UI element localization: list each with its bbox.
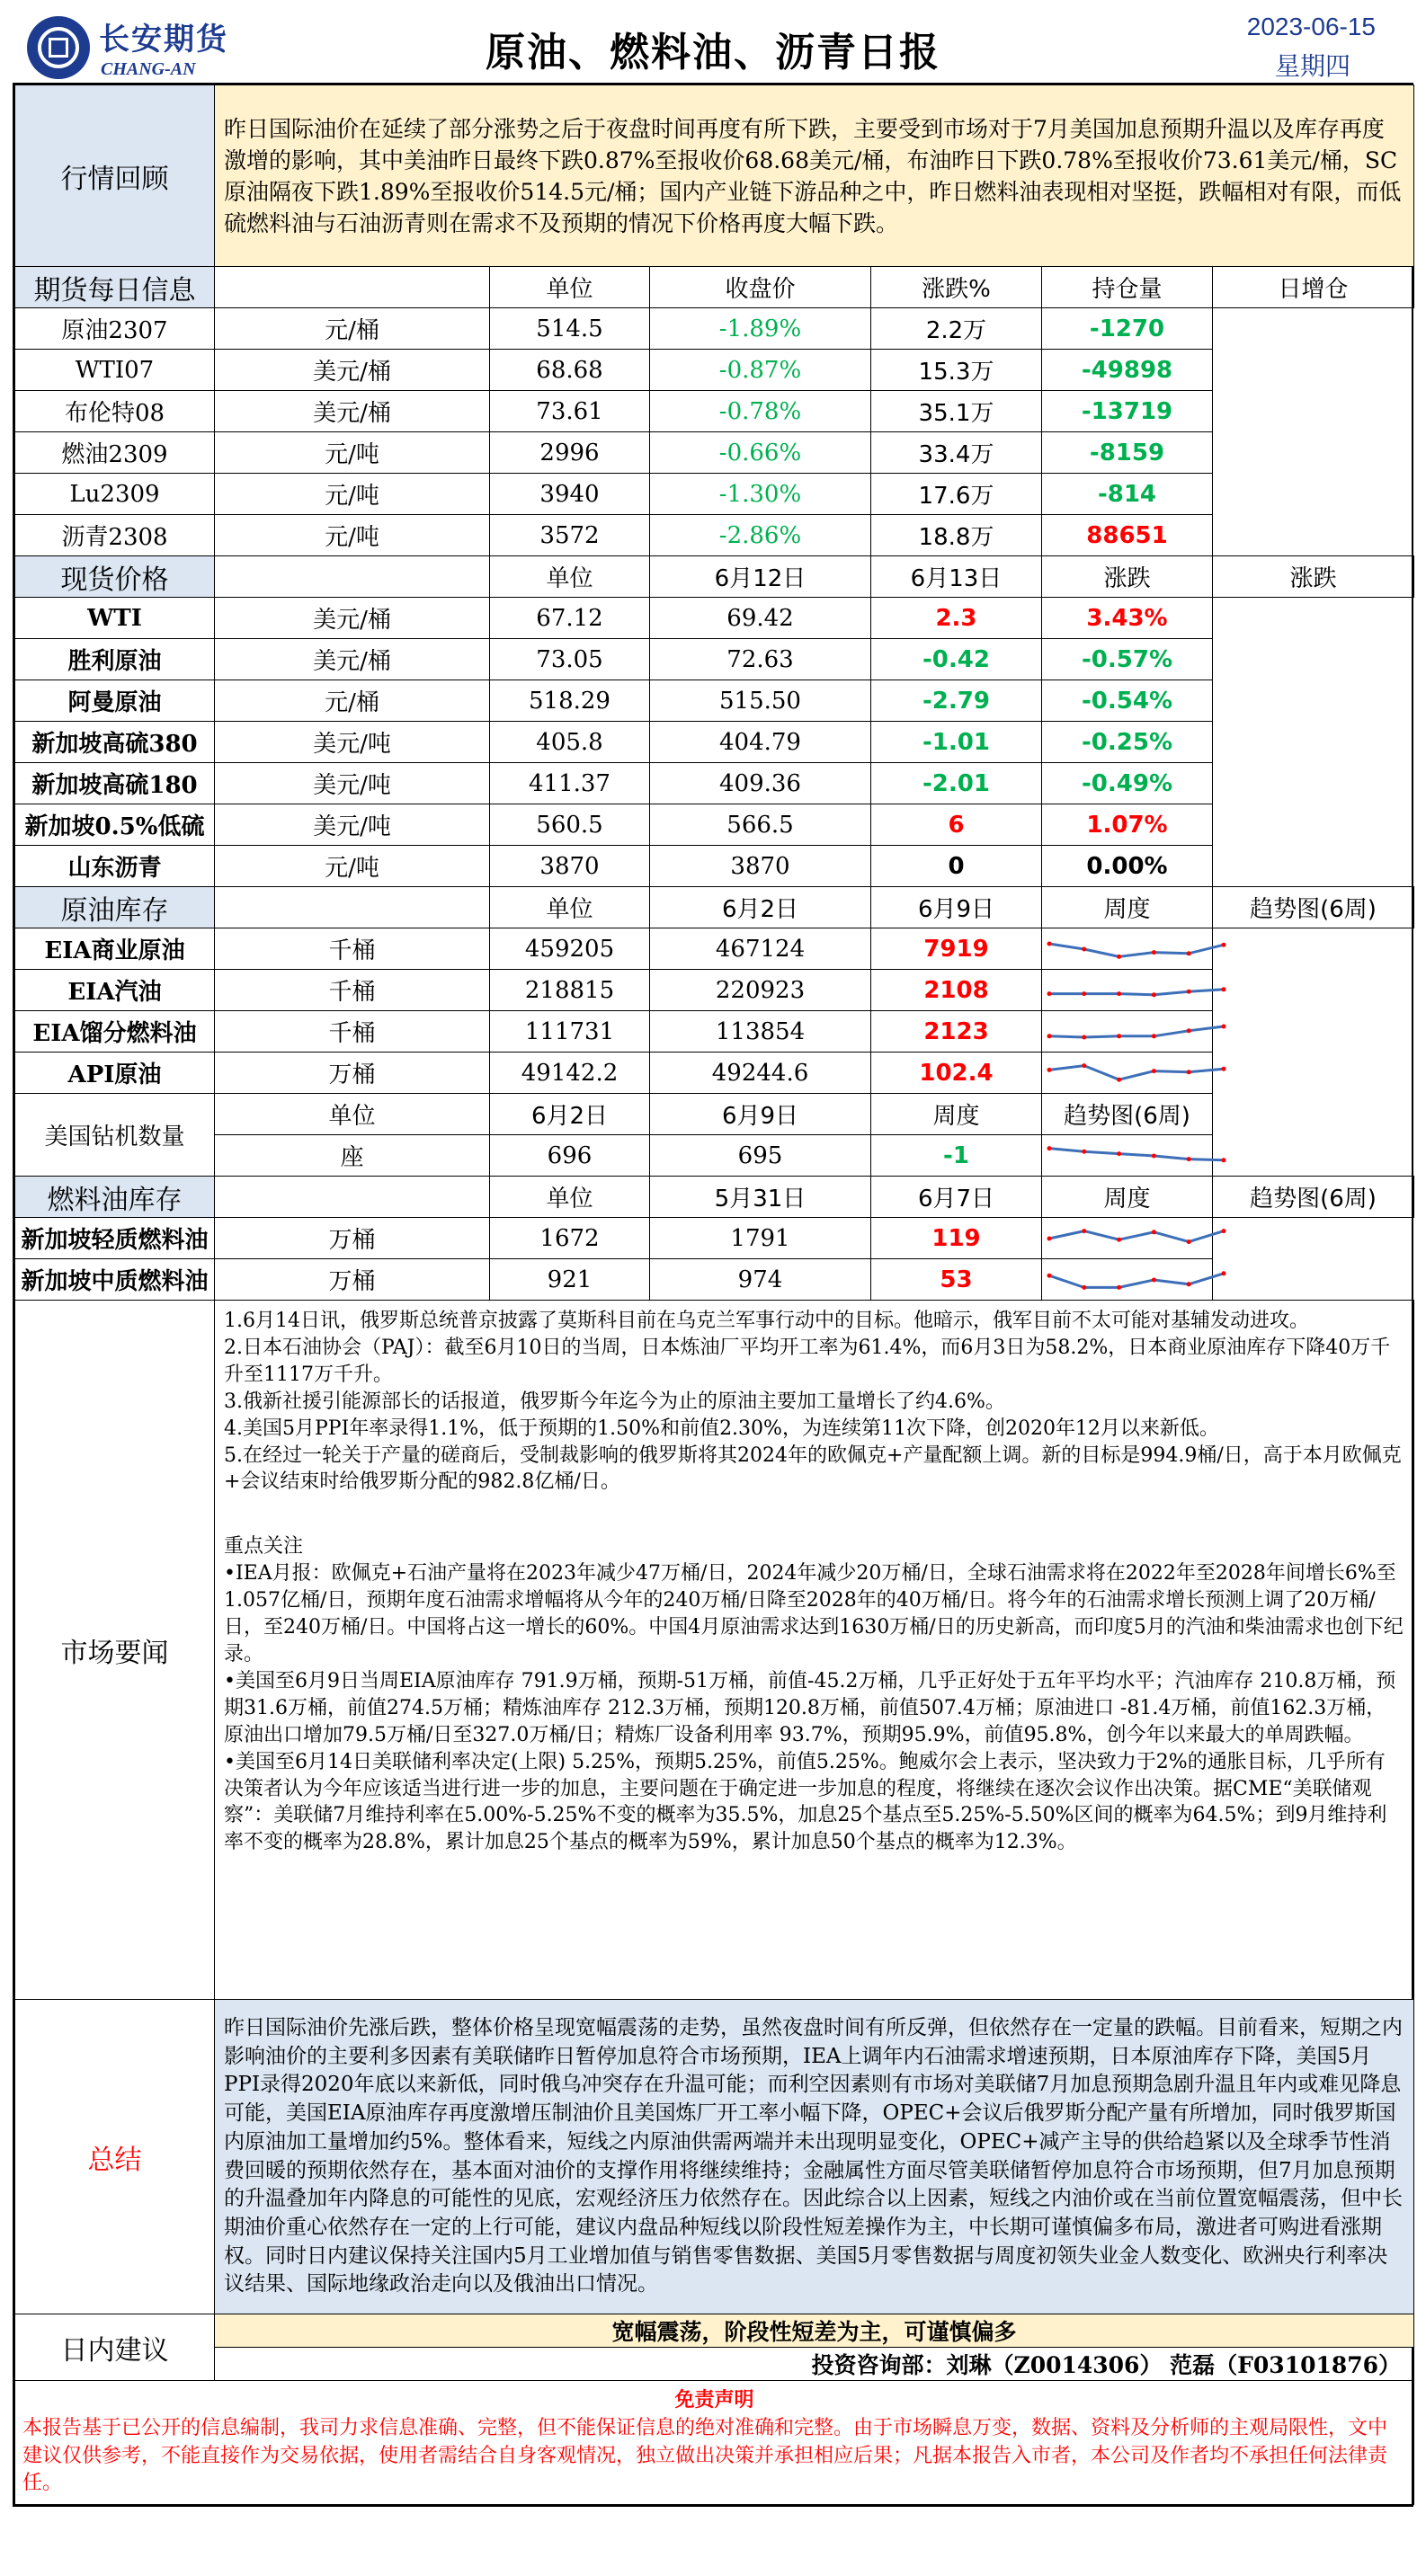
futures-doi: 88651 — [1042, 515, 1213, 556]
futures-doi: -814 — [1042, 474, 1213, 515]
review-text: 昨日国际油价在延续了部分涨势之后于夜盘时间再度有所下跌，主要受到市场对于7月美国加息预期升温以及库存再度激增的影响，其中美油昨日最终下跌0.87%至报收价68.68美元/桶，布油昨日下跌0.78%至报收价73.61美元/桶，SC原油隔夜下跌1.89%至报收价514.5元/桶；国内产业链下游品种之中，昨日燃料油表现相对坚挺，跌幅相对有限，而低硫燃料油与石油沥青则在需求不及预期的情况下价格再度大幅下跌。 — [215, 85, 1414, 267]
crude-trend-sparkline — [1042, 973, 1231, 1008]
futures-row — [15, 350, 1414, 391]
futures-row — [15, 515, 1414, 556]
crude-trend-point — [1082, 946, 1086, 951]
spot-unit: 元/吨 — [215, 846, 490, 887]
crude-name: EIA馏分燃料油 — [15, 1011, 215, 1053]
spot-d2: 409.36 — [650, 763, 871, 804]
rig-trend-point — [1117, 1151, 1121, 1156]
crude-inventory-row — [15, 970, 1414, 1011]
crude-name: EIA汽油 — [15, 970, 215, 1011]
fuel-header-unit: 单位 — [490, 1177, 650, 1218]
summary-text: 昨日国际油价先涨后跌，整体价格呈现宽幅震荡的走势，虽然夜盘时间有所反弹，但依然存在一定量的跌幅。目前看来，短期之内影响油价的主要利多因素有美联储昨日暂停加息符合市场预期，IEA上调年内石油需求增速预期，日本原油库存下降，美国5月PPI录得2020年底以来新低，同时俄乌冲突存在升温可能；而利空因素则有市场对美联储7月加息预期急剧升温且年内或难见降息可能，美国EIA原油库存再度激增压制油价且美国炼厂开工率小幅下降，OPEC+会议后俄罗斯分配产量有所增加，同时俄罗斯国内原油加工量增加约5%。整体看来，短线之内原油供需两端并未出现明显变化，OPEC+减产主导的供给趋紧以及全球季节性消费回暖的预期依然存在，基本面对油价的支撑作用将继续维持；金融属性方面尽管美联储暂停加息符合市场预期，但7月加息预期的升温叠加年内降息的可能性的见底，宏观经济压力依然存在。因此综合以上因素，短线之内油价或在当前位置宽幅震荡，但中长期油价重心依然存在一定的上行可能，建议内盘品种短线以阶段性短差操作为主，中长期可谨慎偏多布局，激进者可购进看涨期权。同时日内建议保持关注国内5月工业增加值与销售零售数据、美国5月零售数据与周度初领失业金人数变化、欧洲央行利率决议结果、国际地缘政治走向以及俄油出口情况。 — [215, 2000, 1414, 2314]
focus-title: 重点关注 — [224, 1535, 304, 1559]
spot-d1: 518.29 — [490, 680, 650, 722]
rig-trend-sparkline — [1042, 1138, 1231, 1174]
crude-trend-point — [1187, 951, 1191, 955]
spot-header-pct: 涨跌 — [1213, 556, 1414, 598]
crude-trend-point — [1187, 1070, 1191, 1074]
fuel-trend-point — [1187, 1239, 1191, 1244]
crude-trend-point — [1117, 1034, 1121, 1038]
fuel-name: 新加坡中质燃料油 — [15, 1259, 215, 1301]
spot-name: 新加坡高硫180 — [15, 763, 215, 804]
rig-header-d2: 6月9日 — [650, 1094, 871, 1135]
futures-row — [15, 391, 1414, 432]
spot-d1: 411.37 — [490, 763, 650, 804]
crude-trend-point — [1047, 941, 1052, 946]
crude-trend-cell — [1042, 928, 1213, 970]
spot-d2: 72.63 — [650, 639, 871, 680]
futures-header-blank — [215, 267, 490, 308]
fuel-inventory-row — [15, 1259, 1414, 1301]
fuel-trend-point — [1187, 1282, 1191, 1286]
spot-chg: 2.3 — [871, 598, 1042, 639]
crude-inventory-row — [15, 1011, 1414, 1053]
futures-close: 68.68 — [490, 350, 650, 391]
futures-close: 2996 — [490, 432, 650, 474]
section-label-spot: 现货价格 — [15, 556, 215, 598]
futures-unit: 元/桶 — [215, 308, 490, 350]
crude-d2: 467124 — [650, 928, 871, 970]
spot-pct: 1.07% — [1042, 804, 1213, 846]
crude-trend-point — [1082, 1063, 1086, 1068]
crude-trend-point — [1047, 1067, 1052, 1071]
crude-trend-point — [1047, 991, 1052, 996]
focus-list — [224, 1560, 1404, 1856]
crude-inventory-row — [15, 1053, 1414, 1094]
futures-unit: 元/吨 — [215, 474, 490, 515]
news-content — [215, 1301, 1414, 2000]
futures-unit: 美元/桶 — [215, 391, 490, 432]
spot-d1: 3870 — [490, 846, 650, 887]
fuel-header-wk: 周度 — [1042, 1177, 1213, 1218]
crude-trend-point — [1222, 942, 1226, 946]
spot-name: 新加坡0.5%低硫 — [15, 804, 215, 846]
spot-name: WTI — [15, 598, 215, 639]
news-item: 4.美国5月PPI年率录得1.1%，低于预期的1.50%和前值2.30%，为连续第11次下降，创2020年12月以来新低。 — [224, 1417, 1219, 1440]
fuel-trend-point — [1152, 1277, 1156, 1282]
futures-name: 原油2307 — [15, 308, 215, 350]
spot-d2: 515.50 — [650, 680, 871, 722]
fuel-trend-point — [1222, 1229, 1226, 1233]
futures-doi: -49898 — [1042, 350, 1213, 391]
crude-d1: 218815 — [490, 970, 650, 1011]
spot-d2: 3870 — [650, 846, 871, 887]
section-label-news: 市场要闻 — [15, 1301, 215, 2000]
disclaimer-cell — [15, 2381, 1414, 2505]
crude-trend-cell — [1042, 1053, 1213, 1094]
crude-wk: 102.4 — [871, 1053, 1042, 1094]
spot-pct: -0.25% — [1042, 722, 1213, 763]
spot-chg: -2.01 — [871, 763, 1042, 804]
crude-trend-point — [1117, 991, 1121, 996]
rig-weekly-change: -1 — [871, 1135, 1042, 1177]
spot-d1: 405.8 — [490, 722, 650, 763]
crude-trend-cell — [1042, 1011, 1213, 1053]
futures-oi: 17.6万 — [871, 474, 1042, 515]
rig-trend-point — [1152, 1153, 1156, 1158]
futures-close: 514.5 — [490, 308, 650, 350]
section-label-crude-inventory: 原油库存 — [15, 887, 215, 928]
futures-row — [15, 308, 1414, 350]
crude-trend-point — [1117, 1077, 1121, 1081]
spot-unit: 美元/吨 — [215, 804, 490, 846]
fuel-header-blank — [215, 1177, 490, 1218]
crude-header-trend: 趋势图(6周) — [1213, 887, 1414, 928]
crude-wk: 2108 — [871, 970, 1042, 1011]
crude-trend-point — [1222, 1024, 1226, 1028]
fuel-d1: 921 — [490, 1259, 650, 1301]
crude-wk: 7919 — [871, 928, 1042, 970]
crude-d2: 220923 — [650, 970, 871, 1011]
futures-doi: -1270 — [1042, 308, 1213, 350]
crude-d1: 459205 — [490, 928, 650, 970]
rig-trend-point — [1187, 1157, 1191, 1161]
crude-trend-point — [1152, 1034, 1156, 1038]
fuel-trend-sparkline — [1042, 1262, 1231, 1298]
fuel-trend-sparkline — [1042, 1221, 1231, 1257]
crude-d2: 113854 — [650, 1011, 871, 1053]
rig-unit: 座 — [215, 1135, 490, 1177]
spot-pct: -0.54% — [1042, 680, 1213, 722]
spot-chg: 0 — [871, 846, 1042, 887]
crude-unit: 千桶 — [215, 970, 490, 1011]
fuel-name: 新加坡轻质燃料油 — [15, 1218, 215, 1259]
spot-row — [15, 639, 1414, 680]
crude-trend-point — [1222, 987, 1226, 991]
futures-header-chg: 涨跌% — [871, 267, 1042, 308]
spot-unit: 美元/吨 — [215, 763, 490, 804]
crude-trend-sparkline — [1042, 1014, 1231, 1050]
spot-name: 阿曼原油 — [15, 680, 215, 722]
spot-header-blank — [215, 556, 490, 598]
spot-name: 山东沥青 — [15, 846, 215, 887]
crude-trend-point — [1082, 1035, 1086, 1039]
crude-header-unit: 单位 — [490, 887, 650, 928]
spot-d2: 404.79 — [650, 722, 871, 763]
fuel-trend-point — [1082, 1284, 1086, 1289]
futures-unit: 元/吨 — [215, 515, 490, 556]
crude-name: API原油 — [15, 1053, 215, 1094]
fuel-d2: 1791 — [650, 1218, 871, 1259]
spot-name: 胜利原油 — [15, 639, 215, 680]
section-label-fuel-inventory: 燃料油库存 — [15, 1177, 215, 1218]
crude-header-blank — [215, 887, 490, 928]
news-list — [224, 1308, 1404, 1496]
news-item: 1.6月14日讯，俄罗斯总统普京披露了莫斯科目前在乌克兰军事行动中的目标。他暗示，俄军目前不太可能对基辅发动进攻。 — [224, 1310, 1309, 1332]
crude-trend-point — [1047, 1034, 1052, 1038]
crude-trend-sparkline — [1042, 931, 1231, 967]
futures-doi: -13719 — [1042, 391, 1213, 432]
spot-header-unit: 单位 — [490, 556, 650, 598]
focus-item: •IEA月报：欧佩克+石油产量将在2023年减少47万桶/日，2024年减少20万桶/日，全球石油需求将在2022年至2028年间增长6%至1.057亿桶/日，预期年度石油需求增幅将从今年的240万桶/日降至2028年的40万桶/日。将今年的石油需求增长预测上调了20万桶/日，至240万桶/日。中国将占这一增长的60%。中国4月原油需求达到1630万桶/日的历史新高，而印度5月的汽油和柴油需求也创下纪录。 — [224, 1562, 1404, 1666]
spot-unit: 美元/桶 — [215, 639, 490, 680]
futures-close: 3940 — [490, 474, 650, 515]
crude-trend-point — [1187, 1028, 1191, 1033]
spot-chg: -0.42 — [871, 639, 1042, 680]
futures-close: 73.61 — [490, 391, 650, 432]
news-item: 3.俄新社援引能源部长的话报道，俄罗斯今年迄今为止的原油主要加工量增长了约4.6%。 — [224, 1390, 1005, 1413]
crude-header-d1: 6月2日 — [650, 887, 871, 928]
crude-header-d2: 6月9日 — [871, 887, 1042, 928]
fuel-trend-point — [1047, 1236, 1052, 1240]
spot-header-chg: 涨跌 — [1042, 556, 1213, 598]
logo-en-text: CHANG-AN — [101, 59, 196, 79]
spot-row — [15, 598, 1414, 639]
crude-trend-line — [1049, 1026, 1224, 1037]
futures-doi: -8159 — [1042, 432, 1213, 474]
logo-cn-text: 长安期货 — [99, 22, 228, 58]
fuel-unit: 万桶 — [215, 1218, 490, 1259]
futures-unit: 美元/桶 — [215, 350, 490, 391]
rig-trend-cell — [1042, 1135, 1213, 1177]
futures-chg: -1.89% — [650, 308, 871, 350]
rig-header-trend: 趋势图(6周) — [1042, 1094, 1213, 1135]
rig-trend-line — [1049, 1148, 1224, 1159]
fuel-trend-line — [1049, 1230, 1224, 1241]
spot-unit: 美元/桶 — [215, 598, 490, 639]
spot-row — [15, 680, 1414, 722]
fuel-trend-cell — [1042, 1218, 1213, 1259]
futures-oi: 18.8万 — [871, 515, 1042, 556]
spot-header-d2: 6月13日 — [871, 556, 1042, 598]
crude-trend-point — [1152, 950, 1156, 955]
fuel-trend-cell — [1042, 1259, 1213, 1301]
rig-header-d1: 6月2日 — [490, 1094, 650, 1135]
fuel-wk: 119 — [871, 1218, 1042, 1259]
crude-unit: 千桶 — [215, 1011, 490, 1053]
spot-unit: 元/桶 — [215, 680, 490, 722]
crude-trend-point — [1152, 1069, 1156, 1073]
futures-header-close: 收盘价 — [650, 267, 871, 308]
crude-trend-sparkline — [1042, 1055, 1231, 1091]
spot-chg: -1.01 — [871, 722, 1042, 763]
futures-oi: 33.4万 — [871, 432, 1042, 474]
spot-d2: 566.5 — [650, 804, 871, 846]
futures-chg: -1.30% — [650, 474, 871, 515]
crude-name: EIA商业原油 — [15, 928, 215, 970]
crude-trend-cell — [1042, 970, 1213, 1011]
fuel-header-trend: 趋势图(6周) — [1213, 1177, 1414, 1218]
disclaimer-text: 本报告基于已公开的信息编制，我司力求信息准确、完整，但不能保证信息的绝对准确和完整。由于市场瞬息万变，数据、资料及分析师的主观局限性，文中建议仅供参考，不能直接作为交易依据，使用者需结合自身客观情况，独立做出决策并承担相应后果；凡据本报告入市者，本公司及作者均不承担任何法律责任。 — [22, 2416, 1388, 2495]
futures-header-unit: 单位 — [490, 267, 650, 308]
futures-name: 布伦特08 — [15, 391, 215, 432]
spot-d1: 560.5 — [490, 804, 650, 846]
crude-wk: 2123 — [871, 1011, 1042, 1053]
futures-name: Lu2309 — [15, 474, 215, 515]
report-grid — [13, 83, 1413, 2507]
fuel-trend-point — [1082, 1229, 1086, 1233]
crude-trend-point — [1222, 1066, 1226, 1070]
rig-d2: 695 — [650, 1135, 871, 1177]
crude-trend-point — [1117, 954, 1121, 958]
spot-unit: 美元/吨 — [215, 722, 490, 763]
rig-header-wk: 周度 — [871, 1094, 1042, 1135]
report-date: 2023-06-15 — [1246, 13, 1376, 40]
futures-oi: 15.3万 — [871, 350, 1042, 391]
analysts-text: 投资咨询部：刘琳（Z0014306） 范磊（F03101876） — [215, 2348, 1414, 2381]
fuel-trend-point — [1117, 1237, 1121, 1241]
rig-trend-point — [1222, 1158, 1226, 1162]
report-title: 原油、燃料油、沥青日报 — [486, 30, 940, 76]
fuel-trend-point — [1152, 1230, 1156, 1234]
spot-chg: 6 — [871, 804, 1042, 846]
crude-trend-line — [1049, 1065, 1224, 1079]
rig-trend-point — [1047, 1146, 1052, 1150]
fuel-wk: 53 — [871, 1259, 1042, 1301]
focus-item: •美国至6月9日当周EIA原油库存 791.9万桶，预期-51万桶，前值-45.2万桶，几乎正好处于五年平均水平；汽油库存 210.8万桶，预期31.6万桶，前值274.5万桶；精炼油库存 212.3万桶，预期120.8万桶，前值507.4万桶；原油进口 -81.4万桶，前值162.3万桶，原油出口增加79.5万桶/日至327.0万桶/日；精炼厂设备利用率 93.7%，预期95.9%，前值95.8%，创今年以来最大的单周跌幅。 — [224, 1669, 1396, 1746]
futures-chg: -2.86% — [650, 515, 871, 556]
spot-pct: 3.43% — [1042, 598, 1213, 639]
futures-row — [15, 432, 1414, 474]
spot-name: 新加坡高硫380 — [15, 722, 215, 763]
futures-oi: 35.1万 — [871, 391, 1042, 432]
futures-close: 3572 — [490, 515, 650, 556]
spot-row — [15, 722, 1414, 763]
crude-trend-point — [1152, 992, 1156, 997]
fuel-inventory-row — [15, 1218, 1414, 1259]
fuel-trend-point — [1117, 1284, 1121, 1289]
fuel-d2: 974 — [650, 1259, 871, 1301]
rig-trend-point — [1082, 1149, 1086, 1153]
futures-unit: 元/吨 — [215, 432, 490, 474]
report-weekday: 星期四 — [1274, 51, 1350, 81]
fuel-trend-line — [1049, 1273, 1224, 1287]
futures-chg: -0.78% — [650, 391, 871, 432]
spot-d1: 73.05 — [490, 639, 650, 680]
spot-pct: -0.49% — [1042, 763, 1213, 804]
section-label-summary: 总结 — [15, 2000, 215, 2314]
crude-unit: 千桶 — [215, 928, 490, 970]
fuel-header-d1: 5月31日 — [650, 1177, 871, 1218]
spot-row — [15, 804, 1414, 846]
news-item: 2.日本石油协会（PAJ）：截至6月10日的当周，日本炼油厂平均开工率为61.4%，而6月3日为58.2%，日本商业原油库存下降40万千升至1117万千升。 — [224, 1336, 1391, 1386]
futures-row — [15, 474, 1414, 515]
crude-inventory-row — [15, 928, 1414, 970]
futures-header-oi: 持仓量 — [1042, 267, 1213, 308]
crude-trend-point — [1082, 991, 1086, 996]
spot-d1: 67.12 — [490, 598, 650, 639]
crude-trend-point — [1187, 989, 1191, 993]
futures-name: 沥青2308 — [15, 515, 215, 556]
news-item: 5.在经过一轮关于产量的磋商后，受制裁影响的俄罗斯将其2024年的欧佩克+产量配额上调。新的目标是994.9桶/日，高于本月欧佩克+会议结束时给俄罗斯分配的982.8亿桶/日。 — [224, 1443, 1402, 1494]
fuel-d1: 1672 — [490, 1218, 650, 1259]
crude-trend-line — [1049, 944, 1224, 956]
futures-oi: 2.2万 — [871, 308, 1042, 350]
spot-header-d1: 6月12日 — [650, 556, 871, 598]
crude-unit: 万桶 — [215, 1053, 490, 1094]
disclaimer-title: 免责声明 — [674, 2388, 754, 2412]
futures-name: 燃油2309 — [15, 432, 215, 474]
rig-d1: 696 — [490, 1135, 650, 1177]
crude-d2: 49244.6 — [650, 1053, 871, 1094]
spot-pct: 0.00% — [1042, 846, 1213, 887]
crude-header-wk: 周度 — [1042, 887, 1213, 928]
futures-header-doi: 日增仓 — [1213, 267, 1414, 308]
spot-row — [15, 763, 1414, 804]
section-label-advice: 日内建议 — [15, 2314, 215, 2381]
crude-d1: 111731 — [490, 1011, 650, 1053]
spot-row — [15, 846, 1414, 887]
report-header — [18, 7, 1408, 83]
focus-item: •美国至6月14日美联储利率决定(上限) 5.25%，预期5.25%，前值5.25%。鲍威尔会上表示，坚决致力于2%的通胀目标，几乎所有决策者认为今年应该适当进行进一步的加息，主要问题在于确定进一步加息的程度，将继续在逐次会议作出决策。据CME“美联储观察”：美联储7月维持利率在5.00%-5.25%不变的概率为35.5%，加息25个基点至5.25%-5.50%区间的概率为64.5%；到9月维持利率不变的概率为28.8%，累计加息25个基点的概率为59%，累计加息50个基点的概率为12.3%。 — [224, 1750, 1387, 1854]
fuel-trend-point — [1047, 1273, 1052, 1277]
advice-text: 宽幅震荡，阶段性短差为主，可谨慎偏多 — [215, 2314, 1414, 2348]
section-label-futures: 期货每日信息 — [15, 267, 215, 308]
fuel-header-d2: 6月7日 — [871, 1177, 1042, 1218]
crude-trend-line — [1049, 989, 1224, 994]
rig-header-unit: 单位 — [215, 1094, 490, 1135]
fuel-trend-point — [1222, 1271, 1226, 1275]
rig-count-name: 美国钻机数量 — [15, 1094, 215, 1177]
futures-chg: -0.66% — [650, 432, 871, 474]
crude-d1: 49142.2 — [490, 1053, 650, 1094]
spot-pct: -0.57% — [1042, 639, 1213, 680]
futures-chg: -0.87% — [650, 350, 871, 391]
spot-chg: -2.79 — [871, 680, 1042, 722]
fuel-unit: 万桶 — [215, 1259, 490, 1301]
section-label-review: 行情回顾 — [15, 85, 215, 267]
futures-name: WTI07 — [15, 350, 215, 391]
spot-d2: 69.42 — [650, 598, 871, 639]
